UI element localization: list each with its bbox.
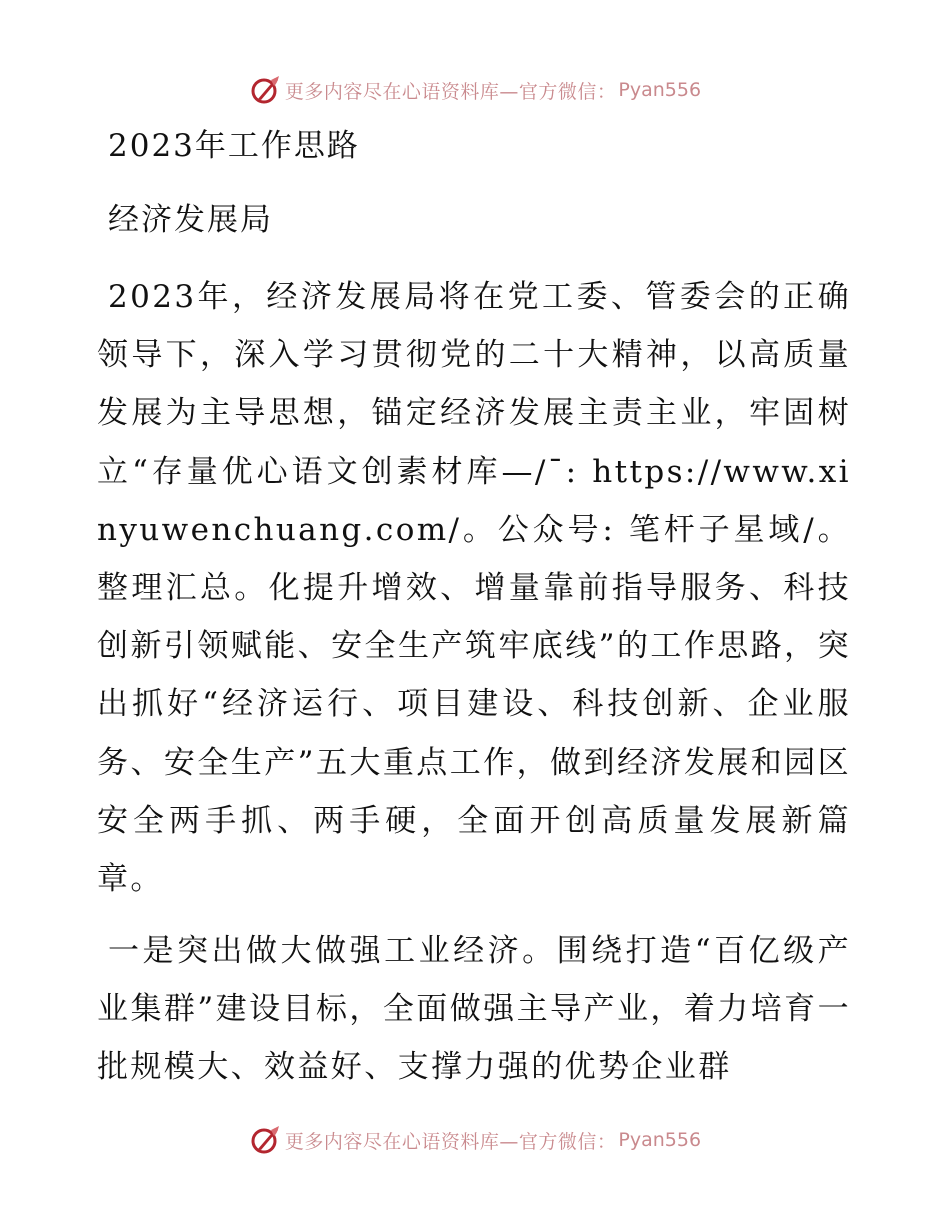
document-title: 2023年工作思路: [108, 128, 360, 164]
watermark-account: Pyan556: [618, 79, 702, 101]
document-department: 经济发展局: [108, 202, 273, 238]
quill-pen-logo-icon: [249, 74, 281, 106]
paragraph-2: 一是突出做大做强工业经济。围绕打造“百亿级产业集群”建设目标，全面做强主导产业，着力培育一批规模大、效益好、支撑力强的优势企业群: [97, 933, 851, 1086]
watermark-text: 更多内容尽在心语资料库—官方微信：: [284, 80, 617, 103]
paragraph-1: 2023年，经济发展局将在党工委、管委会的正确领导下，深入学习贯彻党的二十大精神，以高质量发展为主导思想，锚定经济发展主责主业，牢固树立“存量优心语文创素材库—/¯: https://www.xinyuwenchuang.com/。公众号: 笔杆子星域/。整理汇总。化提升增效、增量靠前指导服务、科技创新引领赋能、安全生产筑牢底线”的工作思路，突出抓好“经济运行、项目建设、科技创新、企业服务、安全生产”五大重点工作，做到经济发展和园区安全两手抓、两手硬，全面开创高质量发展新篇章。: [97, 279, 851, 898]
watermark-text: 更多内容尽在心语资料库—官方微信：: [284, 1130, 617, 1153]
watermark-footer: [0, 1120, 950, 1160]
quill-pen-logo-icon: [249, 1124, 281, 1156]
watermark-account: Pyan556: [618, 1129, 702, 1151]
watermark-header: [0, 70, 950, 110]
